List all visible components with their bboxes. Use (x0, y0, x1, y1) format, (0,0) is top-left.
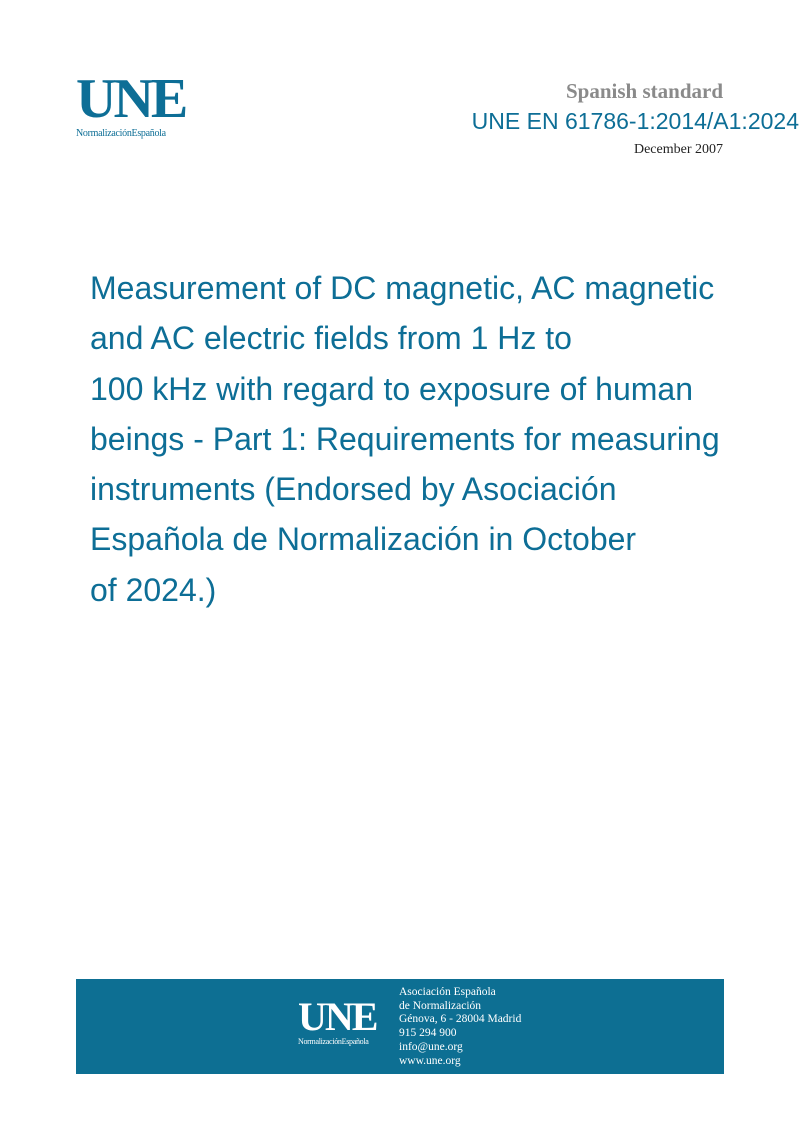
une-logo (76, 68, 206, 139)
footer-contact-info (399, 986, 521, 1068)
standard-code: UNE EN 61786-1:2014/A1:2024 (471, 108, 799, 134)
footer-logo-tagline: NormalizaciónEspañola (298, 1037, 369, 1046)
logo-wordmark: UNE (76, 68, 186, 130)
footer-banner (76, 979, 724, 1074)
footer-une-logo (298, 994, 408, 1046)
footer-website[interactable]: www.une.org (399, 1054, 461, 1067)
footer-email[interactable]: info@une.org (399, 1040, 463, 1053)
logo-tagline: NormalizaciónEspañola (76, 128, 166, 139)
document-title: Measurement of DC magnetic, AC magnetic and AC electric fields from 1 Hz to 100 kHz with regard to exposure of human beings - Part 1: Requirements for measuring instruments (Endorsed by Asociación Española de Normalización in October of 2024.) (90, 270, 720, 608)
footer-logo-wordmark: UNE (298, 994, 377, 1039)
standard-header (380, 78, 800, 158)
footer-org-line2: de Normalización (399, 999, 482, 1012)
standard-type: Spanish standard (566, 79, 723, 103)
footer-org-line1: Asociación Española (399, 986, 496, 998)
standard-date: December 2007 (633, 142, 723, 157)
footer-address: Génova, 6 - 28004 Madrid (399, 1013, 522, 1026)
footer-phone: 915 294 900 (399, 1027, 457, 1040)
